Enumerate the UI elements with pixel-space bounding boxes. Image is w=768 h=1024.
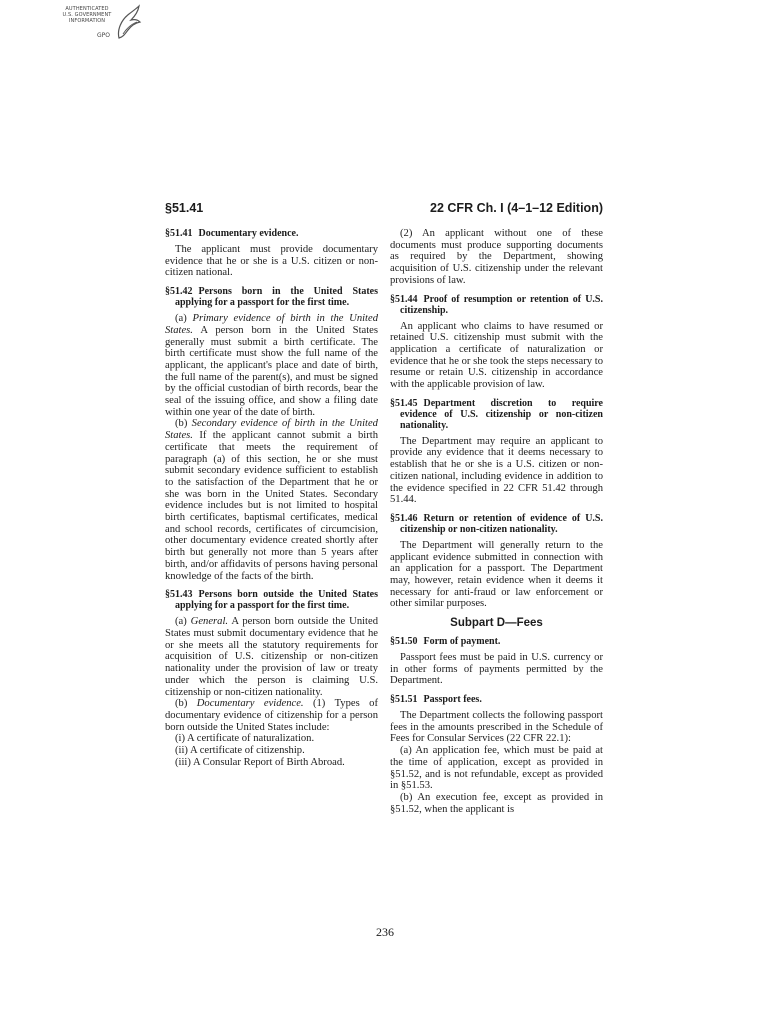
paragraph: The Department collects the following passport fees in the amounts prescribed in the Schedule of Fees for Consular Services (22 CFR 22.1): — [390, 709, 603, 745]
paragraph: (b) Secondary evidence of birth in the United States. If the applicant cannot submit a birth certificate that meets the requirement of paragraph (a) of this section, he or she must submit secondary evidence sufficient to establish to the satisfaction of the Department that he or she was born in the United States. Secondary evidence includes but is not limited to hospital birth certificates, baptismal certificates, medical and school records, certificates of circumcision, other documentary evidence created shortly after birth but generally not more than 5 years after birth, and/or affidavits of persons having personal knowledge of the facts of the birth. — [165, 418, 378, 582]
paragraph: The applicant must provide documentary evidence that he or she is a U.S. citizen or non-citizen national. — [165, 244, 378, 279]
left-column — [165, 228, 378, 768]
paragraph: (a) General. A person born outside the United States must submit documentary evidence that he or she meets all the statutory requirements for acquisition of U.S. citizenship or non-citizen nationality under the provision of law or treaty under which the person is claiming U.S. citizenship or non-citizen nationality. — [165, 616, 378, 698]
paragraph: An applicant who claims to have resumed or retained U.S. citizenship must submit with the application a certificate of naturalization or evidence that he or she took the steps necessary to resume or retain U.S. citizenship in accordance with the applicable provision of law. — [390, 320, 603, 391]
section-heading: §51.42 Persons born in the United States applying for a passport for the first time. — [165, 286, 378, 309]
list-item: (ii) A certificate of citizenship. — [175, 745, 305, 757]
section-heading: §51.46 Return or retention of evidence of U.S. citizenship or non-citizen nationality. — [390, 512, 603, 535]
section-heading: §51.50 Form of payment. — [390, 635, 501, 647]
section-heading: §51.44 Proof of resumption or retention of U.S. citizenship. — [390, 293, 603, 316]
gpo-authentication-logo — [57, 4, 143, 46]
paragraph: The Department will generally return to the applicant evidence submitted in connection with an application for a passport. The Department may, however, retain evidence when it deems it necessary for anti-fraud or law enforcement or other similar purposes. — [390, 539, 603, 610]
list-item: (i) A certificate of naturalization. — [175, 733, 315, 745]
paragraph: (b) An execution fee, except as provided in §51.52, when the applicant is — [390, 791, 603, 815]
section-heading: §51.45 Department discretion to require evidence of U.S. citizenship or non-citizen nationality. — [390, 397, 603, 431]
paragraph: (2) An applicant without one of these documents must produce supporting documents as required by the Department, showing acquisition of U.S. citizenship under the relevant provisions of law. — [390, 228, 603, 286]
section-heading: §51.43 Persons born outside the United States applying for a passport for the first time. — [165, 589, 378, 612]
section-heading: §51.41 Documentary evidence. — [165, 228, 299, 239]
section-heading: §51.51 Passport fees. — [390, 693, 482, 705]
header-section: §51.41 — [165, 201, 204, 215]
paragraph: (a) An application fee, which must be paid at the time of application, except as provided in §51.52, and is not refundable, except as provided in §51.53. — [390, 745, 603, 792]
list-item: (iii) A Consular Report of Birth Abroad. — [175, 756, 345, 768]
paragraph: (b) Documentary evidence. (1) Types of documentary evidence of citizenship for a person born outside the United States include: — [165, 698, 378, 733]
paragraph: The Department may require an applicant to provide any evidence that it deems necessary to establish that he or she is a U.S. citizen or non-citizen national, including evidence in addition to the evidence specified in 22 CFR 51.42 through 51.44. — [390, 435, 603, 506]
subpart-heading: Subpart D—Fees — [450, 617, 543, 630]
right-column — [390, 228, 603, 815]
page-number: 236 — [376, 925, 394, 939]
paragraph: (a) Primary evidence of birth in the United States. A person born in the United States generally must submit a birth certificate. The birth certificate must show the full name of the applicant, the applicant's place and date of birth, the full name of the parent(s), and must be signed by the official custodian of birth records, bear the seal of the issuing office, and show a filing date within one year of the date of birth. — [165, 313, 379, 418]
logo-caption: AUTHENTICATED U.S. GOVERNMENT INFORMATION — [62, 6, 112, 24]
logo-gpo-mark: GPO — [97, 32, 110, 39]
eagle-seal-icon — [113, 4, 143, 46]
page-header — [165, 201, 603, 219]
header-title: 22 CFR Ch. I (4–1–12 Edition) — [430, 201, 603, 215]
paragraph: Passport fees must be paid in U.S. currency or in other forms of payments permitted by the Department. — [390, 651, 603, 687]
